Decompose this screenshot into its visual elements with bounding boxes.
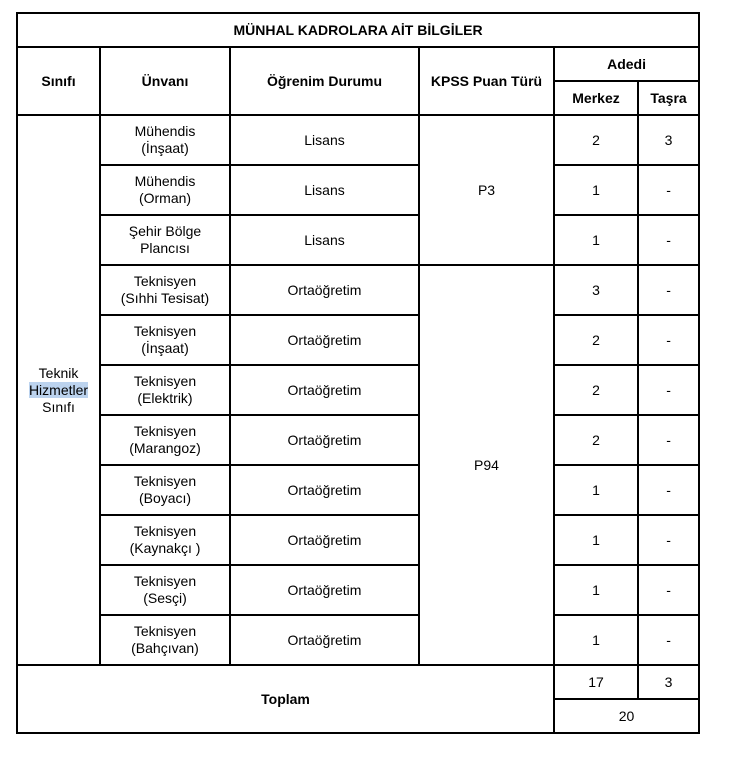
unvan-line-2: Plancısı — [140, 240, 190, 256]
sinif-cell — [17, 115, 100, 665]
table-row — [17, 215, 699, 265]
tasra-cell: - — [638, 515, 699, 565]
table-row — [17, 115, 699, 165]
merkez-total: 17 — [554, 665, 638, 699]
table-row — [17, 615, 699, 665]
tasra-cell: - — [638, 415, 699, 465]
unvan-line-1: Teknisyen — [133, 323, 197, 339]
table-row — [17, 515, 699, 565]
ogrenim-cell: Ortaöğretim — [230, 315, 419, 365]
kpss-cell: P94 — [419, 265, 554, 665]
unvan-line-1: Teknisyen — [133, 523, 197, 539]
unvan-line-2: (Elektrik) — [137, 390, 193, 406]
ogrenim-cell: Ortaöğretim — [230, 515, 419, 565]
unvan-line-1: Şehir Bölge — [128, 223, 202, 239]
merkez-cell: 1 — [554, 515, 638, 565]
table-row — [17, 565, 699, 615]
header-sinifi: Sınıfı — [17, 47, 100, 115]
header-tasra: Taşra — [638, 81, 699, 115]
unvan-line-2: (İnşaat) — [141, 140, 189, 156]
tasra-cell: - — [638, 565, 699, 615]
header-kpss: KPSS Puan Türü — [419, 47, 554, 115]
ogrenim-cell: Ortaöğretim — [230, 465, 419, 515]
merkez-cell: 2 — [554, 115, 638, 165]
table-row — [17, 315, 699, 365]
header-ogrenim: Öğrenim Durumu — [230, 47, 419, 115]
table-row — [17, 365, 699, 415]
ogrenim-cell: Ortaöğretim — [230, 565, 419, 615]
grand-total: 20 — [554, 699, 699, 733]
unvan-line-1: Mühendis — [134, 123, 196, 139]
unvan-cell — [100, 115, 230, 165]
unvan-line-2: (Bahçıvan) — [131, 640, 199, 656]
tasra-total: 3 — [638, 665, 699, 699]
unvan-cell — [100, 515, 230, 565]
tasra-cell: - — [638, 615, 699, 665]
unvan-line-2: (Kaynakçı ) — [129, 540, 201, 556]
ogrenim-cell: Lisans — [230, 115, 419, 165]
merkez-cell: 1 — [554, 165, 638, 215]
unvan-line-1: Teknisyen — [133, 623, 197, 639]
ogrenim-cell: Ortaöğretim — [230, 365, 419, 415]
toplam-label: Toplam — [17, 665, 554, 733]
ogrenim-cell: Ortaöğretim — [230, 415, 419, 465]
unvan-cell — [100, 465, 230, 515]
unvan-line-1: Mühendis — [134, 173, 196, 189]
ogrenim-cell: Lisans — [230, 165, 419, 215]
tasra-cell: - — [638, 165, 699, 215]
unvan-line-1: Teknisyen — [133, 373, 197, 389]
unvan-line-2: (Sıhhi Tesisat) — [120, 290, 210, 306]
unvan-line-2: (Marangoz) — [129, 440, 201, 456]
sinif-line-3: Sınıfı — [42, 398, 75, 415]
cadre-info-table — [16, 12, 700, 734]
merkez-cell: 2 — [554, 315, 638, 365]
header-unvani: Ünvanı — [100, 47, 230, 115]
table-row — [17, 165, 699, 215]
ogrenim-cell: Ortaöğretim — [230, 265, 419, 315]
tasra-cell: 3 — [638, 115, 699, 165]
merkez-cell: 1 — [554, 465, 638, 515]
unvan-cell — [100, 565, 230, 615]
table-title: MÜNHAL KADROLARA AİT BİLGİLER — [17, 13, 699, 47]
tasra-cell: - — [638, 465, 699, 515]
merkez-cell: 2 — [554, 415, 638, 465]
kpss-cell: P3 — [419, 115, 554, 265]
table-row — [17, 415, 699, 465]
header-merkez: Merkez — [554, 81, 638, 115]
merkez-cell: 1 — [554, 215, 638, 265]
table-body — [17, 115, 699, 665]
unvan-line-1: Teknisyen — [133, 473, 197, 489]
merkez-cell: 1 — [554, 565, 638, 615]
unvan-cell — [100, 415, 230, 465]
sinif-line-1: Teknik — [38, 364, 79, 381]
unvan-line-2: (İnşaat) — [141, 340, 189, 356]
unvan-cell — [100, 615, 230, 665]
tasra-cell: - — [638, 265, 699, 315]
ogrenim-cell: Ortaöğretim — [230, 615, 419, 665]
unvan-line-2: (Boyacı) — [138, 490, 192, 506]
merkez-cell: 3 — [554, 265, 638, 315]
unvan-cell — [100, 215, 230, 265]
unvan-cell — [100, 265, 230, 315]
merkez-cell: 2 — [554, 365, 638, 415]
merkez-cell: 1 — [554, 615, 638, 665]
table-row — [17, 265, 699, 315]
unvan-line-2: (Orman) — [138, 190, 192, 206]
unvan-line-1: Teknisyen — [133, 423, 197, 439]
tasra-cell: - — [638, 315, 699, 365]
table-row — [17, 465, 699, 515]
unvan-line-2: (Sesçi) — [143, 590, 187, 606]
header-adedi: Adedi — [554, 47, 699, 81]
unvan-line-1: Teknisyen — [133, 273, 197, 289]
unvan-cell — [100, 315, 230, 365]
tasra-cell: - — [638, 365, 699, 415]
tasra-cell: - — [638, 215, 699, 265]
sinif-line-2: Hizmetler — [28, 381, 89, 398]
unvan-cell — [100, 165, 230, 215]
unvan-line-1: Teknisyen — [133, 573, 197, 589]
unvan-cell — [100, 365, 230, 415]
ogrenim-cell: Lisans — [230, 215, 419, 265]
